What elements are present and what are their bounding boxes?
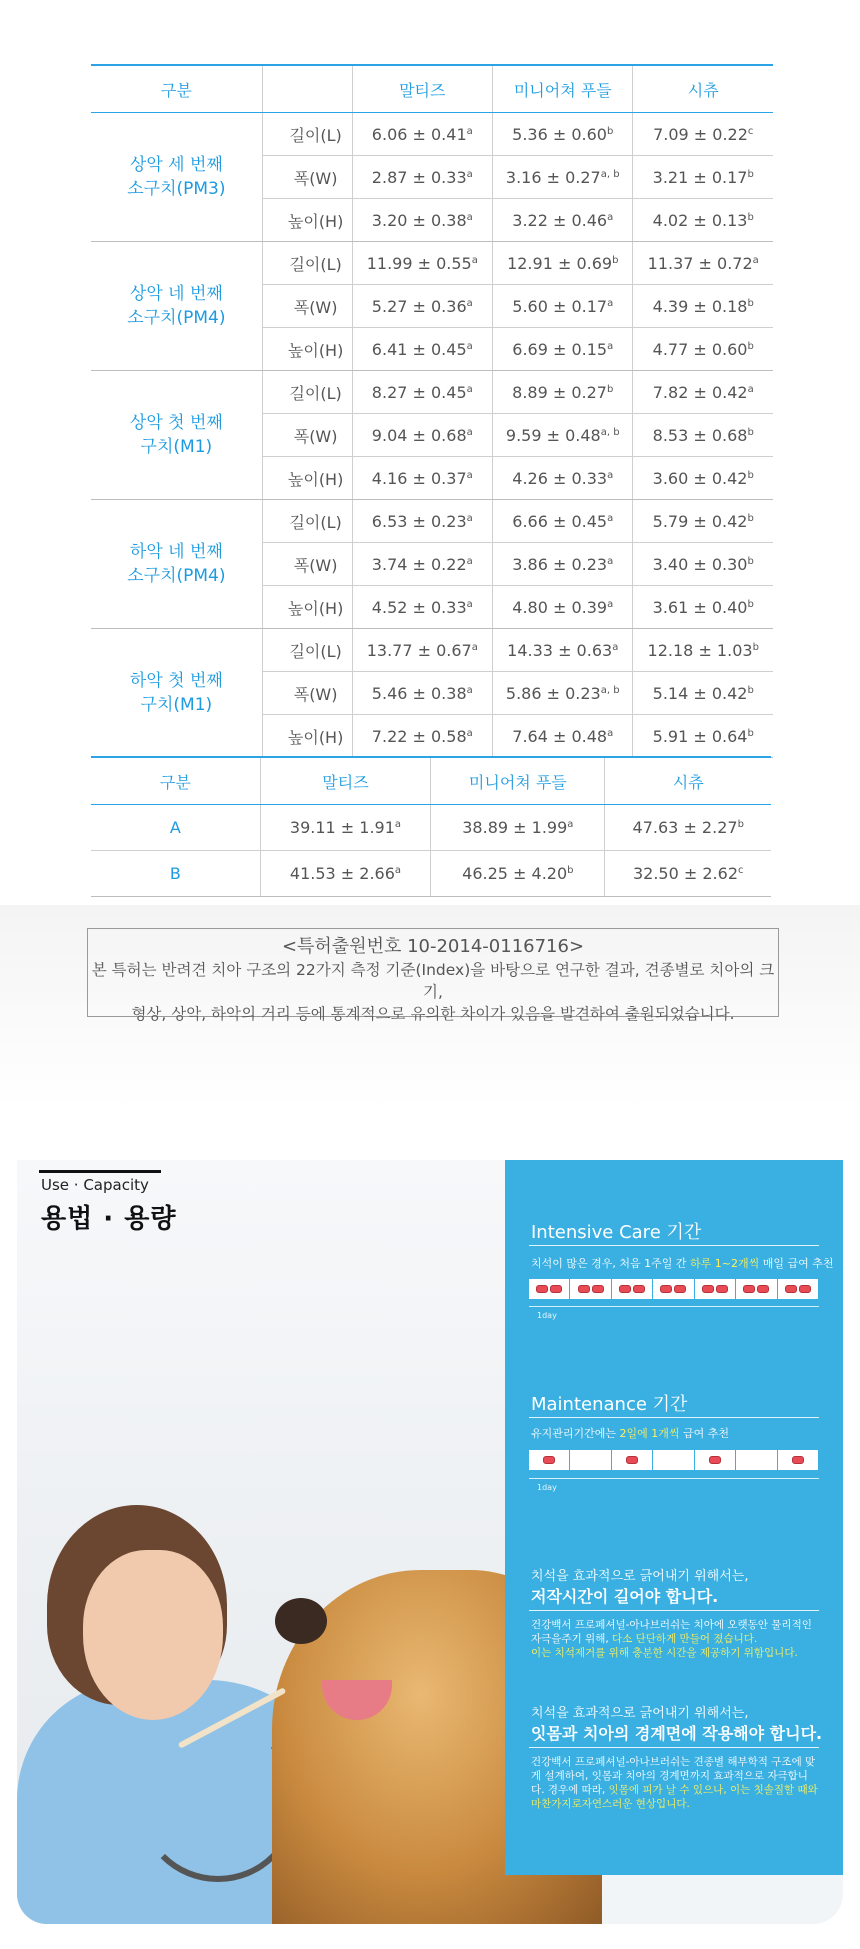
header-shih-tzu: 시츄 xyxy=(605,757,771,805)
value-cell xyxy=(260,851,430,897)
significance-letter: c xyxy=(747,125,754,137)
value-text: 3.22 ± 0.46 xyxy=(512,210,608,230)
title-rule xyxy=(39,1170,161,1173)
day-cell xyxy=(529,1450,570,1470)
value-text: 8.27 ± 0.45 xyxy=(371,382,467,402)
note-rule xyxy=(529,1747,819,1748)
significance-letter: b xyxy=(606,383,614,395)
value-cell xyxy=(605,851,771,897)
value-cell xyxy=(493,156,633,199)
significance-letter: a xyxy=(607,211,614,223)
dimension-label: 길이(L) xyxy=(262,629,352,672)
value-text: 39.11 ± 1.91 xyxy=(289,818,395,837)
value-cell xyxy=(352,586,492,629)
significance-letter: b xyxy=(747,684,754,696)
value-cell xyxy=(633,156,773,199)
significance-letter: a xyxy=(466,168,473,180)
significance-letter: a xyxy=(747,383,754,395)
value-cell xyxy=(352,371,492,414)
value-cell xyxy=(431,851,605,897)
timeline-line xyxy=(529,1306,819,1307)
significance-letter: c xyxy=(738,865,744,876)
significance-letter: b xyxy=(747,598,754,610)
day-cell xyxy=(778,1279,819,1299)
value-cell xyxy=(352,629,492,672)
value-text: 5.60 ± 0.17 xyxy=(512,296,608,316)
usage-title-en: Use · Capacity xyxy=(41,1176,149,1194)
significance-letter: a xyxy=(607,555,614,567)
value-text: 12.91 ± 0.69 xyxy=(507,253,613,273)
significance-letter: a, b xyxy=(600,168,620,180)
value-text: 5.46 ± 0.38 xyxy=(371,683,467,703)
intensive-care-subtitle: 치석이 많은 경우, 처음 1주일 간 하루 1~2개씩 매일 급여 추천 xyxy=(531,1257,834,1270)
header-category: 구분 xyxy=(91,65,262,113)
heading-rule xyxy=(529,1245,819,1246)
header-miniature-poodle: 미니어쳐 푸들 xyxy=(493,65,633,113)
value-cell xyxy=(493,199,633,242)
header-maltese: 말티즈 xyxy=(352,65,492,113)
table-row xyxy=(91,500,773,543)
dimension-label: 높이(H) xyxy=(262,199,352,242)
significance-letter: a xyxy=(607,340,614,352)
note2-body: 건강백서 프로페셔널-아나브러쉬는 견종별 해부학적 구조에 맞게 설계하여, 잇몸과 치아의 경계면까지 효과적으로 자극합니다. 경우에 따라, 잇몸에 피가 날 수 있으나, 이는 칫솔질할 때와 마찬가지로자연스러운 현상입니다. xyxy=(531,1756,818,1810)
value-text: 3.74 ± 0.22 xyxy=(371,554,467,574)
value-cell xyxy=(352,328,492,371)
value-text: 8.53 ± 0.68 xyxy=(652,425,748,445)
day-cell xyxy=(653,1450,694,1470)
value-cell xyxy=(633,285,773,328)
value-text: 11.37 ± 0.72 xyxy=(647,253,753,273)
table-row xyxy=(91,851,771,897)
chew-stick-icon xyxy=(674,1285,686,1293)
day-label: 1day xyxy=(537,1311,557,1320)
value-cell xyxy=(633,113,773,156)
chew-stick-icon xyxy=(619,1285,631,1293)
value-cell xyxy=(352,199,492,242)
significance-letter: b xyxy=(606,125,614,137)
value-cell xyxy=(352,715,492,758)
significance-letter: a xyxy=(471,641,478,653)
header-shih-tzu: 시츄 xyxy=(633,65,773,113)
patent-number: <특허출원번호 10-2014-0116716> xyxy=(281,936,585,957)
table-row xyxy=(91,805,771,851)
value-cell xyxy=(493,242,633,285)
value-cell xyxy=(352,500,492,543)
value-text: 7.22 ± 0.58 xyxy=(371,726,467,746)
value-cell xyxy=(352,113,492,156)
dimension-label: 높이(H) xyxy=(262,328,352,371)
value-cell xyxy=(352,242,492,285)
value-cell xyxy=(352,285,492,328)
value-text: 7.64 ± 0.48 xyxy=(512,726,608,746)
value-text: 11.99 ± 0.55 xyxy=(366,253,472,273)
value-cell xyxy=(633,371,773,414)
note1-emphasis: 저작시간이 길어야 합니다. xyxy=(531,1587,719,1606)
value-text: 3.20 ± 0.38 xyxy=(371,210,467,230)
significance-letter: b xyxy=(747,297,754,309)
significance-letter: a xyxy=(752,254,759,266)
significance-letter: a xyxy=(466,727,473,739)
day-cell xyxy=(612,1279,653,1299)
significance-letter: a xyxy=(607,727,614,739)
significance-letter: b xyxy=(747,727,754,739)
patent-notice xyxy=(87,928,779,1023)
value-cell xyxy=(493,586,633,629)
maintenance-heading: Maintenance 기간 xyxy=(531,1394,688,1415)
vet-dog-photo xyxy=(17,1160,507,1924)
value-text: 38.89 ± 1.99 xyxy=(462,818,568,837)
day-cell xyxy=(529,1279,570,1299)
value-text: 32.50 ± 2.62 xyxy=(632,864,738,883)
value-text: 9.04 ± 0.68 xyxy=(371,425,467,445)
value-cell xyxy=(493,629,633,672)
chew-stick-icon xyxy=(543,1456,555,1464)
value-cell xyxy=(493,285,633,328)
chew-stick-icon xyxy=(536,1285,548,1293)
value-text: 4.52 ± 0.33 xyxy=(371,597,467,617)
significance-letter: b xyxy=(747,340,754,352)
value-text: 4.16 ± 0.37 xyxy=(371,468,467,488)
value-text: 4.39 ± 0.18 xyxy=(652,296,748,316)
value-text: 6.66 ± 0.45 xyxy=(512,511,608,531)
value-text: 5.79 ± 0.42 xyxy=(652,511,748,531)
value-cell xyxy=(493,715,633,758)
chew-stick-icon xyxy=(757,1285,769,1293)
value-cell xyxy=(260,805,430,851)
tooth-measurement-table xyxy=(91,64,773,758)
distance-table xyxy=(91,756,771,897)
significance-letter: a xyxy=(466,383,473,395)
maintenance-subtitle: 유지관리기간에는 2일에 1개씩 급여 추천 xyxy=(531,1427,730,1440)
header-miniature-poodle: 미니어쳐 푸들 xyxy=(431,757,605,805)
dimension-label: 폭(W) xyxy=(262,285,352,328)
value-text: 3.40 ± 0.30 xyxy=(652,554,748,574)
table-row xyxy=(91,113,773,156)
significance-letter: b xyxy=(747,555,754,567)
value-text: 4.02 ± 0.13 xyxy=(652,210,748,230)
day-cell xyxy=(570,1450,611,1470)
tooth-group-label: 하악 네 번째 소구치(PM4) xyxy=(91,500,262,629)
heading-rule xyxy=(529,1417,819,1418)
chew-stick-icon xyxy=(716,1285,728,1293)
value-cell xyxy=(493,457,633,500)
vet-face xyxy=(83,1550,223,1720)
note1-question: 치석을 효과적으로 긁어내기 위해서는, xyxy=(531,1569,749,1584)
value-text: 12.18 ± 1.03 xyxy=(647,640,753,660)
significance-letter: b xyxy=(747,426,754,438)
dimension-label: 폭(W) xyxy=(262,543,352,586)
significance-letter: a xyxy=(567,819,574,830)
day-cell xyxy=(778,1450,819,1470)
value-cell xyxy=(352,156,492,199)
significance-letter: a xyxy=(612,641,619,653)
chew-stick-icon xyxy=(702,1285,714,1293)
header-dimension xyxy=(262,65,352,113)
value-cell xyxy=(633,457,773,500)
value-cell xyxy=(493,500,633,543)
chew-stick-icon xyxy=(626,1456,638,1464)
dimension-label: 높이(H) xyxy=(262,586,352,629)
value-text: 8.89 ± 0.27 xyxy=(512,382,607,402)
value-text: 5.91 ± 0.64 xyxy=(652,726,748,746)
value-cell xyxy=(352,543,492,586)
value-cell xyxy=(493,113,633,156)
value-text: 47.63 ± 2.27 xyxy=(632,818,738,837)
header-maltese: 말티즈 xyxy=(260,757,430,805)
value-text: 3.60 ± 0.42 xyxy=(652,468,748,488)
day-cell xyxy=(736,1450,777,1470)
significance-letter: a xyxy=(466,512,473,524)
value-text: 14.33 ± 0.63 xyxy=(507,640,613,660)
value-text: 5.86 ± 0.23 xyxy=(505,683,601,703)
day-cell xyxy=(570,1279,611,1299)
value-cell xyxy=(633,414,773,457)
dimension-label: 높이(H) xyxy=(262,457,352,500)
dimension-label: 폭(W) xyxy=(262,414,352,457)
significance-letter: b xyxy=(747,512,754,524)
value-text: 6.69 ± 0.15 xyxy=(512,339,608,359)
patent-description-line1: 본 특허는 반려견 치아 구조의 22가지 측정 기준(Index)을 바탕으로 연구한 결과, 견종별로 치아의 크기, xyxy=(91,961,775,1001)
value-cell xyxy=(493,371,633,414)
usage-title-ko: 용법 · 용량 xyxy=(41,1204,177,1234)
value-text: 9.59 ± 0.48 xyxy=(505,425,601,445)
significance-letter: a xyxy=(466,469,473,481)
significance-letter: b xyxy=(567,865,574,876)
value-cell xyxy=(633,500,773,543)
value-text: 4.80 ± 0.39 xyxy=(512,597,608,617)
value-text: 46.25 ± 4.20 xyxy=(462,864,568,883)
chew-stick-icon xyxy=(785,1285,797,1293)
value-cell xyxy=(633,543,773,586)
value-cell xyxy=(633,328,773,371)
value-text: 3.86 ± 0.23 xyxy=(512,554,608,574)
value-text: 6.41 ± 0.45 xyxy=(371,339,467,359)
value-cell xyxy=(633,586,773,629)
tooth-group-label: 상악 첫 번째 구치(M1) xyxy=(91,371,262,500)
value-cell xyxy=(605,805,771,851)
row-label: B xyxy=(91,851,260,897)
usage-info-panel xyxy=(505,1160,843,1875)
significance-letter: a, b xyxy=(600,426,620,438)
significance-letter: a xyxy=(607,598,614,610)
value-text: 3.21 ± 0.17 xyxy=(652,167,748,187)
significance-letter: b xyxy=(752,641,759,653)
significance-letter: a xyxy=(466,598,473,610)
table-row xyxy=(91,371,773,414)
chew-stick-icon xyxy=(660,1285,672,1293)
row-label: A xyxy=(91,805,260,851)
note2-emphasis: 잇몸과 치아의 경계면에 작용해야 합니다. xyxy=(531,1724,823,1743)
significance-letter: a xyxy=(466,297,473,309)
significance-letter: a xyxy=(466,340,473,352)
value-cell xyxy=(493,328,633,371)
value-cell xyxy=(431,805,605,851)
significance-letter: a xyxy=(466,684,473,696)
value-cell xyxy=(493,414,633,457)
usage-section xyxy=(17,1160,843,1924)
chew-stick-icon xyxy=(792,1456,804,1464)
significance-letter: b xyxy=(737,819,744,830)
value-cell xyxy=(493,672,633,715)
significance-letter: b xyxy=(747,211,754,223)
chew-stick-icon xyxy=(633,1285,645,1293)
note2-question: 치석을 효과적으로 긁어내기 위해서는, xyxy=(531,1706,749,1721)
dimension-label: 길이(L) xyxy=(262,371,352,414)
value-cell xyxy=(633,715,773,758)
intensive-care-heading: Intensive Care 기간 xyxy=(531,1222,702,1243)
significance-letter: a xyxy=(607,512,614,524)
header-category: 구분 xyxy=(91,757,260,805)
value-cell xyxy=(493,543,633,586)
table-row xyxy=(91,629,773,672)
significance-letter: a xyxy=(466,555,473,567)
value-cell xyxy=(633,629,773,672)
significance-letter: b xyxy=(747,469,754,481)
value-text: 7.82 ± 0.42 xyxy=(652,382,748,402)
value-cell xyxy=(633,672,773,715)
value-text: 2.87 ± 0.33 xyxy=(371,167,467,187)
chew-stick-icon xyxy=(578,1285,590,1293)
day-cell xyxy=(695,1279,736,1299)
value-cell xyxy=(352,457,492,500)
maintenance-day-grid xyxy=(529,1450,819,1470)
value-text: 13.77 ± 0.67 xyxy=(366,640,472,660)
significance-letter: a xyxy=(466,211,473,223)
tooth-group-label: 상악 네 번째 소구치(PM4) xyxy=(91,242,262,371)
value-cell xyxy=(633,199,773,242)
note1-body: 건강백서 프로페셔널-아나브러쉬는 치아에 오랫동안 물리적인 자극을주기 위해, 다소 단단하게 만들어 졌습니다. 이는 치석제거를 위해 충분한 시간을 제공하기 위함입니다. xyxy=(531,1619,812,1659)
day-cell xyxy=(653,1279,694,1299)
significance-letter: a xyxy=(394,819,402,830)
tooth-group-label: 상악 세 번째 소구치(PM3) xyxy=(91,113,262,242)
dimension-label: 길이(L) xyxy=(262,500,352,543)
day-cell xyxy=(736,1279,777,1299)
day-cell xyxy=(612,1450,653,1470)
chew-stick-icon xyxy=(592,1285,604,1293)
significance-letter: a xyxy=(607,469,614,481)
significance-letter: b xyxy=(612,254,619,266)
value-text: 41.53 ± 2.66 xyxy=(289,864,395,883)
chew-stick-icon xyxy=(550,1285,562,1293)
dimension-label: 폭(W) xyxy=(262,156,352,199)
significance-letter: a xyxy=(607,297,614,309)
value-text: 7.09 ± 0.22 xyxy=(653,124,748,144)
significance-letter: a, b xyxy=(600,684,620,696)
value-text: 6.06 ± 0.41 xyxy=(371,124,467,144)
timeline-line xyxy=(529,1478,819,1479)
chew-stick-icon xyxy=(799,1285,811,1293)
chew-stick-icon xyxy=(743,1285,755,1293)
dimension-label: 높이(H) xyxy=(262,715,352,758)
chew-stick-icon xyxy=(709,1456,721,1464)
significance-letter: a xyxy=(394,865,402,876)
value-text: 6.53 ± 0.23 xyxy=(371,511,467,531)
day-label: 1day xyxy=(537,1483,557,1492)
value-cell xyxy=(633,242,773,285)
value-text: 3.61 ± 0.40 xyxy=(652,597,748,617)
value-text: 5.14 ± 0.42 xyxy=(652,683,748,703)
patent-description-line2: 형상, 상악, 하악의 거리 등에 통계적으로 유의한 차이가 있음을 발견하여 출원되었습니다. xyxy=(131,1005,735,1023)
significance-letter: a xyxy=(471,254,478,266)
significance-letter: a xyxy=(466,125,473,137)
value-text: 5.36 ± 0.60 xyxy=(512,124,607,144)
value-text: 5.27 ± 0.36 xyxy=(371,296,467,316)
dog-nose xyxy=(275,1598,327,1644)
note-rule xyxy=(529,1610,819,1611)
table-row xyxy=(91,242,773,285)
value-text: 4.26 ± 0.33 xyxy=(512,468,608,488)
dimension-label: 길이(L) xyxy=(262,113,352,156)
significance-letter: b xyxy=(747,168,754,180)
value-cell xyxy=(352,672,492,715)
tooth-group-label: 하악 첫 번째 구치(M1) xyxy=(91,629,262,758)
significance-letter: a xyxy=(466,426,473,438)
value-text: 3.16 ± 0.27 xyxy=(505,167,601,187)
value-cell xyxy=(352,414,492,457)
dimension-label: 폭(W) xyxy=(262,672,352,715)
value-text: 4.77 ± 0.60 xyxy=(652,339,748,359)
intensive-care-day-grid xyxy=(529,1279,819,1299)
dimension-label: 길이(L) xyxy=(262,242,352,285)
day-cell xyxy=(695,1450,736,1470)
